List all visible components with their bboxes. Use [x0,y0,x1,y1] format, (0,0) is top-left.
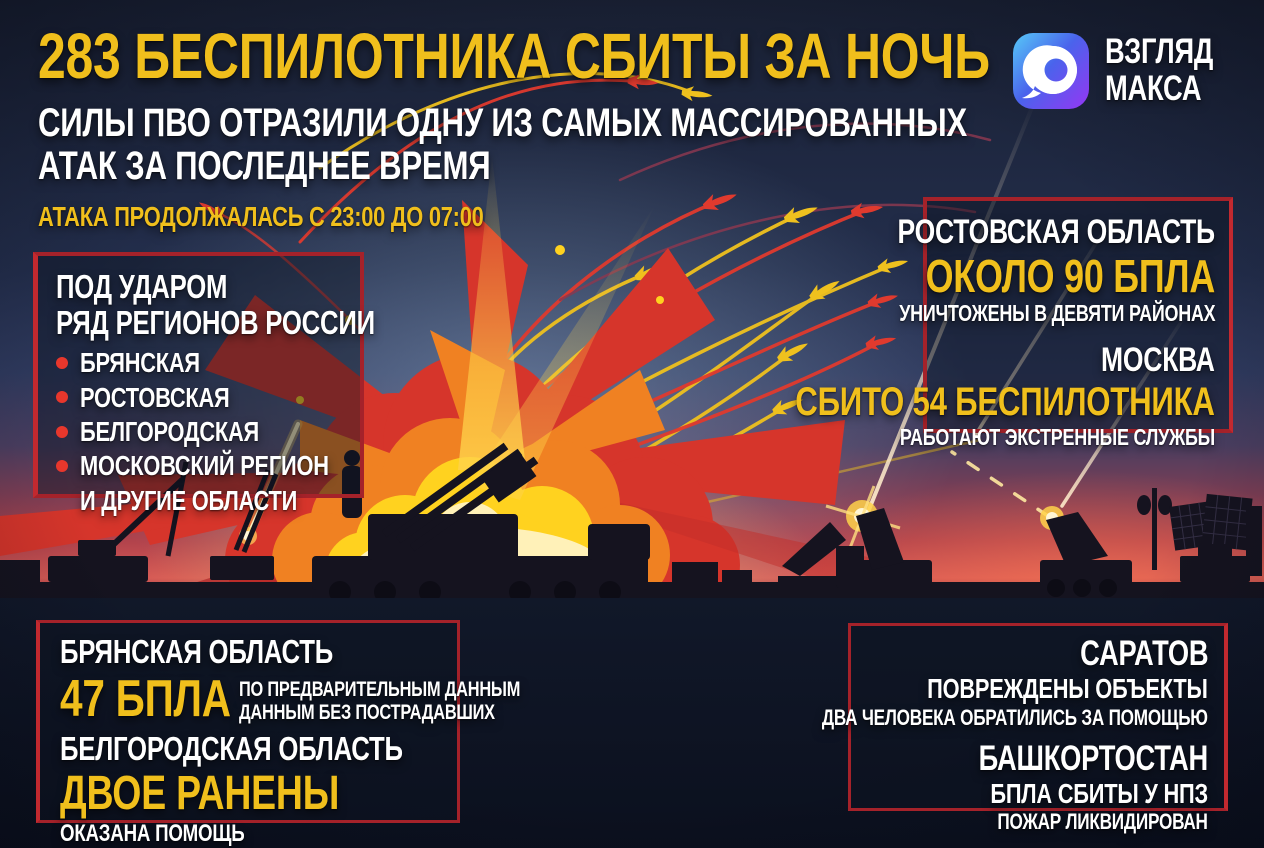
list-item: БРЯНСКАЯ [56,348,346,377]
max-messenger-logo-icon [1012,32,1090,110]
bullet-dot-icon [56,460,68,472]
moscow-title: МОСКВА [1101,340,1215,379]
list-item: РОСТОВСКАЯ [56,383,346,412]
attack-duration: АТАКА ПРОДОЛЖАЛАСЬ С 23:00 ДО 07:00 [38,200,484,232]
bullet-dot-icon [56,426,68,438]
bryansk-belgorod-stats-box [36,620,521,847]
moscow-note: РАБОТАЮТ ЭКСТРЕННЫЕ СЛУЖБЫ [899,423,1215,450]
saratov-bashkortostan-stats-box [822,623,1228,835]
bashkortostan-title: БАШКОРТОСТАН [978,738,1208,778]
regions-box-title: ПОД УДАРОМ РЯД РЕГИОНОВ РОССИИ [56,268,375,341]
bryansk-notes: ПО ПРЕДВАРИТЕЛЬНЫМ ДАННЫМ ДАННЫМ БЕЗ ПОСТРАДАВШИХ [238,677,521,725]
list-item: БЕЛГОРОДСКАЯ [56,417,346,446]
bullet-dot-icon [56,357,68,369]
bryansk-drone-count: 47 БПЛА [60,669,231,728]
belgorod-note: ОКАЗАНА ПОМОЩЬ [60,819,245,847]
bashkortostan-detail: БПЛА СБИТЫ У НПЗ [990,778,1208,810]
subtitle-line2: АТАК ЗА ПОСЛЕДНЕЕ ВРЕМЯ [38,143,491,188]
saratov-title: САРАТОВ [1079,634,1208,673]
rostov-note: УНИЧТОЖЕНЫ В ДЕВЯТИ РАЙОНАХ [898,300,1215,327]
regions-list [56,348,346,515]
regions-under-attack-box [33,252,375,516]
bullet-dot-icon [56,391,68,403]
rostov-title: РОСТОВСКАЯ ОБЛАСТЬ [897,213,1215,251]
bryansk-title: БРЯНСКАЯ ОБЛАСТЬ [60,633,333,670]
saratov-detail: ПОВРЕЖДЕНЫ ОБЪЕКТЫ [927,673,1208,705]
rostov-drone-count: ОКОЛО 90 БПЛА [925,250,1215,303]
saratov-note: ДВА ЧЕЛОВЕКА ОБРАТИЛИСЬ ЗА ПОМОЩЬЮ [822,704,1208,730]
subtitle [38,102,1258,188]
rostov-moscow-stats-box [795,197,1233,450]
page-title: 283 БЕСПИЛОТНИКА СБИТЫ ЗА НОЧЬ [38,20,990,92]
list-item-continuation: И ДРУГИЕ ОБЛАСТИ [80,484,298,516]
belgorod-title: БЕЛГОРОДСКАЯ ОБЛАСТЬ [60,729,403,767]
belgorod-casualties: ДВОЕ РАНЕНЫ [60,766,340,820]
subtitle-line1: СИЛЫ ПВО ОТРАЗИЛИ ОДНУ ИЗ САМЫХ МАССИРОВАННЫХ [38,101,967,145]
bryansk-stats-row [60,669,521,728]
list-item: МОСКОВСКИЙ РЕГИОН [56,451,346,480]
brand-name-line1: ВЗГЛЯД [1105,32,1214,72]
brand-logo [1012,32,1244,110]
bashkortostan-note: ПОЖАР ЛИКВИДИРОВАН [997,809,1208,835]
brand-name-line2: МАКСА [1105,69,1202,108]
brand-name [1105,34,1244,108]
moscow-drone-count: СБИТО 54 БЕСПИЛОТНИКА [795,379,1215,424]
